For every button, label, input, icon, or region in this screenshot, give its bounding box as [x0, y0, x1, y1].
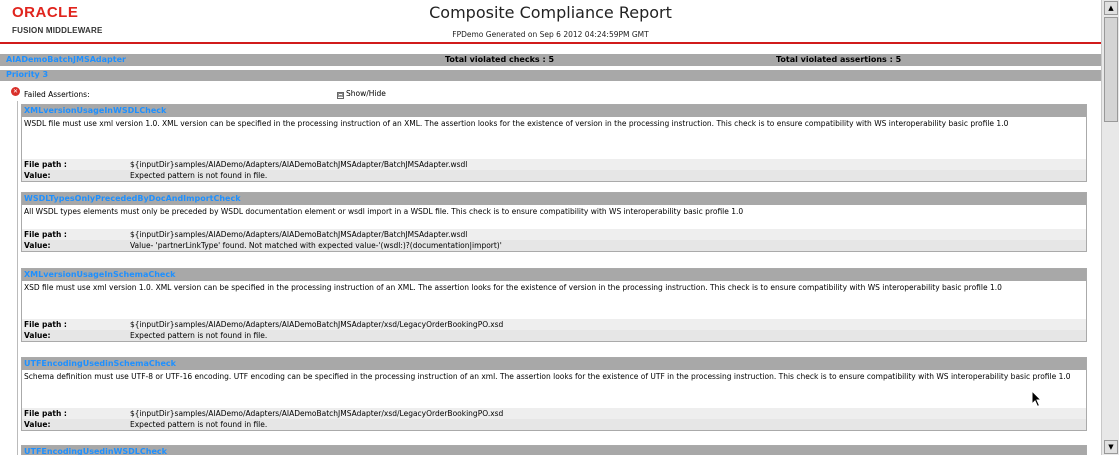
composite-summary-bar [0, 54, 1101, 66]
value-text: Expected pattern is not found in file. [130, 331, 268, 340]
check-name-link[interactable]: UTFEncodingUsedinWSDLCheck [22, 446, 1086, 455]
file-path-value: ${inputDir}samples/AIADemo/Adapters/AIADemoBatchJMSAdapter/xsd/LegacyOrderBookingPO.xsd [130, 409, 504, 418]
show-hide-toggle[interactable] [337, 89, 386, 99]
error-icon: ✕ [12, 88, 19, 95]
check-name-link[interactable]: UTFEncodingUsedinSchemaCheck [22, 358, 1086, 370]
check-card [21, 445, 1087, 455]
file-path-value: ${inputDir}samples/AIADemo/Adapters/AIADemoBatchJMSAdapter/BatchJMSAdapter.wsdl [130, 230, 468, 239]
show-hide-label: Show/Hide [346, 89, 386, 98]
failed-assertions-label: Failed Assertions: [24, 90, 90, 99]
file-path-label: File path : [24, 320, 67, 329]
value-label: Value: [24, 331, 51, 340]
failed-assertions-row [0, 85, 1101, 101]
mouse-cursor-icon [1031, 390, 1043, 408]
scroll-down-button[interactable]: ▼ [1104, 440, 1118, 454]
check-name-link[interactable]: XMLversionUsageInWSDLCheck [22, 105, 1086, 117]
file-path-row [22, 408, 1086, 419]
value-row [22, 330, 1086, 341]
value-label: Value: [24, 241, 51, 250]
value-text: Expected pattern is not found in file. [130, 171, 268, 180]
file-path-label: File path : [24, 409, 67, 418]
value-text: Expected pattern is not found in file. [130, 420, 268, 429]
scroll-thumb[interactable] [1104, 17, 1118, 122]
value-row [22, 419, 1086, 430]
check-description: Schema definition must use UTF-8 or UTF-16 encoding. UTF encoding can be specified in the processing instruction of an xml. The assertion looks for the existence of UTF in the processing instruction. This check is to ensure compatibility with WS interoperability basic profile 1.0 [24, 372, 1071, 381]
value-text: Value- 'partnerLinkType' found. Not matched with expected value-'(wsdl:)?(documentation|import)' [130, 241, 502, 250]
total-violated-checks: Total violated checks : 5 [445, 55, 555, 64]
logo-fusion-text: FUSION MIDDLEWARE [12, 26, 103, 35]
value-label: Value: [24, 171, 51, 180]
file-path-value: ${inputDir}samples/AIADemo/Adapters/AIADemoBatchJMSAdapter/xsd/LegacyOrderBookingPO.xsd [130, 320, 504, 329]
check-card [21, 192, 1087, 252]
logo-oracle-text: ORACLE [12, 4, 79, 21]
check-description: All WSDL types elements must only be preceded by WSDL documentation element or wsdl import in a WSDL file. This check is to ensure compatibility with WS interoperability basic profile 1.0 [24, 207, 744, 216]
priority-bar [0, 70, 1101, 81]
file-path-row [22, 229, 1086, 240]
check-name-link[interactable]: XMLversionUsageInSchemaCheck [22, 269, 1086, 281]
composite-name-link[interactable]: AIADemoBatchJMSAdapter [6, 55, 126, 64]
report-header [0, 0, 1101, 44]
file-path-row [22, 159, 1086, 170]
page-subtitle: FPDemo Generated on Sep 6 2012 04:24:59PM GMT [452, 30, 649, 39]
page-title: Composite Compliance Report [429, 3, 672, 22]
check-description: XSD file must use xml version 1.0. XML version can be specified in the processing instruction of an XML. The assertion looks for the existence of version in the processing instruction. This check is to ensure compatibility with WS interoperability basic profile 1.0 [24, 283, 1002, 292]
value-row [22, 240, 1086, 251]
check-description: WSDL file must use xml version 1.0. XML version can be specified in the processing instruction of an XML. The assertion looks for the existence of version in the processing instruction. This check is to ensure compatibility with WS interoperability basic profile 1.0 [24, 119, 1009, 128]
value-row [22, 170, 1086, 181]
check-card [21, 104, 1087, 182]
check-card [21, 268, 1087, 342]
file-path-label: File path : [24, 230, 67, 239]
total-violated-assertions: Total violated assertions : 5 [776, 55, 902, 64]
collapse-icon: ⊟ [338, 92, 344, 99]
check-name-link[interactable]: WSDLTypesOnlyPrecededByDocAndImportCheck [22, 193, 1086, 205]
check-card [21, 357, 1087, 431]
priority-label-link[interactable]: Priority 3 [6, 70, 49, 79]
file-path-label: File path : [24, 160, 67, 169]
file-path-value: ${inputDir}samples/AIADemo/Adapters/AIADemoBatchJMSAdapter/BatchJMSAdapter.wsdl [130, 160, 468, 169]
scroll-up-button[interactable]: ▲ [1104, 1, 1118, 15]
value-label: Value: [24, 420, 51, 429]
file-path-row [22, 319, 1086, 330]
vertical-scrollbar[interactable] [1101, 0, 1119, 455]
